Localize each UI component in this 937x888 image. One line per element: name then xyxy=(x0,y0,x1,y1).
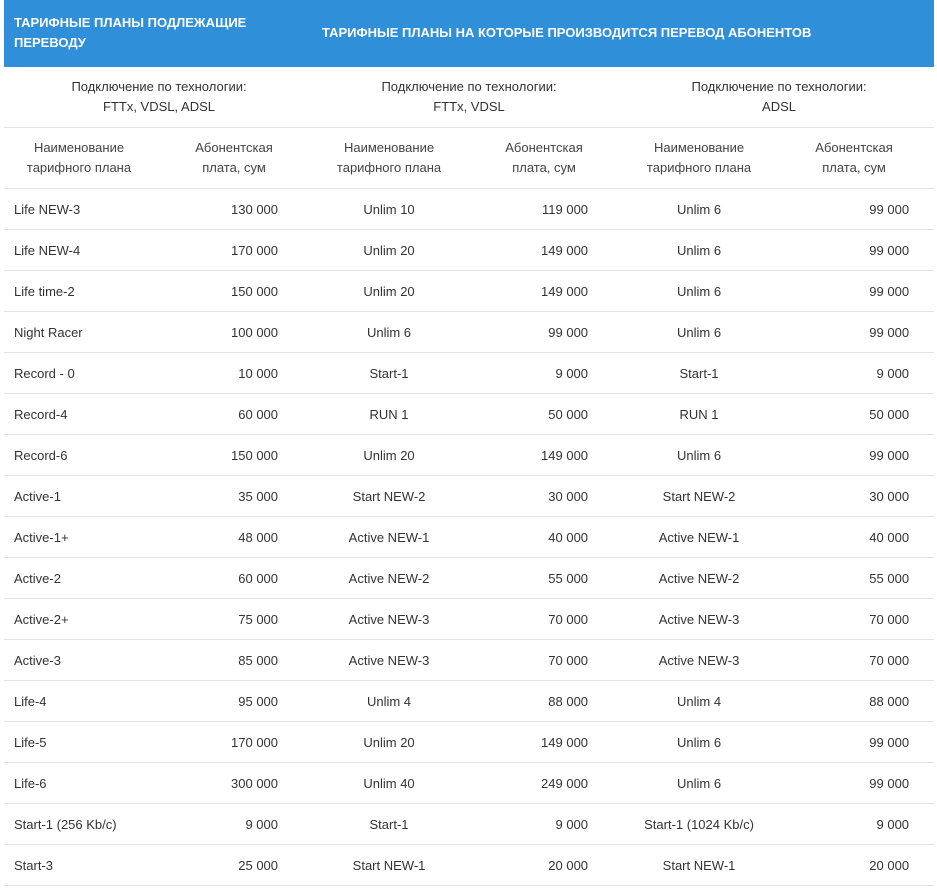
old-plan-name: Active-2 xyxy=(4,558,154,599)
new-plan-fee-adsl: 55 000 xyxy=(774,558,934,599)
technology-cell xyxy=(314,67,624,128)
technology-value: ADSL xyxy=(762,99,797,114)
table-row xyxy=(4,640,934,681)
old-plan-fee: 10 000 xyxy=(154,353,314,394)
old-plan-name: Night Racer xyxy=(4,312,154,353)
new-plan-fee-fttx: 40 000 xyxy=(464,517,624,558)
new-plan-name-adsl: Unlim 6 xyxy=(624,312,774,353)
new-plan-fee-fttx: 149 000 xyxy=(464,230,624,271)
table-row xyxy=(4,394,934,435)
table-row xyxy=(4,230,934,271)
new-plan-fee-adsl: 99 000 xyxy=(774,435,934,476)
old-plan-fee: 170 000 xyxy=(154,722,314,763)
new-plan-name-fttx: RUN 1 xyxy=(314,394,464,435)
new-plan-fee-fttx: 50 000 xyxy=(464,394,624,435)
target-plans-heading: ТАРИФНЫЕ ПЛАНЫ НА КОТОРЫЕ ПРОИЗВОДИТСЯ ПЕРЕВОД АБОНЕНТОВ xyxy=(322,25,812,40)
old-plan-name: Active-2+ xyxy=(4,599,154,640)
new-plan-fee-adsl: 99 000 xyxy=(774,722,934,763)
plan-name-header: Наименование тарифного плана xyxy=(4,128,154,189)
table-row xyxy=(4,558,934,599)
old-plan-fee: 130 000 xyxy=(154,189,314,230)
new-plan-fee-adsl: 40 000 xyxy=(774,517,934,558)
new-plan-name-fttx: Unlim 4 xyxy=(314,681,464,722)
new-plan-fee-fttx: 119 000 xyxy=(464,189,624,230)
new-plan-fee-fttx: 70 000 xyxy=(464,640,624,681)
technology-value: FTTx, VDSL xyxy=(433,99,505,114)
table-row xyxy=(4,804,934,845)
old-plan-name: Life-4 xyxy=(4,681,154,722)
technology-label: Подключение по технологии: xyxy=(71,79,247,94)
new-plan-fee-adsl: 20 000 xyxy=(774,845,934,886)
old-plan-name: Active-1+ xyxy=(4,517,154,558)
old-plan-fee: 9 000 xyxy=(154,804,314,845)
old-plan-name: Life time-2 xyxy=(4,271,154,312)
table-row xyxy=(4,517,934,558)
table-row xyxy=(4,353,934,394)
new-plan-name-fttx: Unlim 10 xyxy=(314,189,464,230)
new-plan-fee-fttx: 149 000 xyxy=(464,722,624,763)
new-plan-name-adsl: Active NEW-1 xyxy=(624,517,774,558)
new-plan-fee-fttx: 88 000 xyxy=(464,681,624,722)
plan-name-header: Наименование тарифного плана xyxy=(624,128,774,189)
new-plan-fee-fttx: 20 000 xyxy=(464,845,624,886)
table-row xyxy=(4,476,934,517)
old-plan-fee: 85 000 xyxy=(154,640,314,681)
new-plan-name-adsl: Unlim 6 xyxy=(624,189,774,230)
new-plan-name-adsl: Active NEW-3 xyxy=(624,640,774,681)
new-plan-fee-adsl: 70 000 xyxy=(774,640,934,681)
new-plan-name-fttx: Active NEW-3 xyxy=(314,640,464,681)
new-plan-fee-fttx: 9 000 xyxy=(464,353,624,394)
new-plan-name-adsl: Active NEW-3 xyxy=(624,599,774,640)
new-plan-name-fttx: Start NEW-2 xyxy=(314,476,464,517)
new-plan-fee-adsl: 50 000 xyxy=(774,394,934,435)
technology-label: Подключение по технологии: xyxy=(691,79,867,94)
table-row xyxy=(4,312,934,353)
table-row xyxy=(4,271,934,312)
new-plan-name-fttx: Unlim 20 xyxy=(314,271,464,312)
new-plan-name-fttx: Unlim 20 xyxy=(314,435,464,476)
table-row xyxy=(4,681,934,722)
new-plan-fee-adsl: 9 000 xyxy=(774,353,934,394)
new-plan-name-adsl: Unlim 6 xyxy=(624,230,774,271)
old-plan-name: Life-6 xyxy=(4,763,154,804)
old-plan-fee: 100 000 xyxy=(154,312,314,353)
column-header-row xyxy=(4,128,934,189)
new-plan-name-adsl: Start-1 (1024 Kb/c) xyxy=(624,804,774,845)
new-plan-fee-adsl: 99 000 xyxy=(774,312,934,353)
new-plan-name-fttx: Unlim 20 xyxy=(314,722,464,763)
table-header-bar xyxy=(4,0,934,67)
old-plan-name: Start-1 (256 Kb/c) xyxy=(4,804,154,845)
new-plan-name-fttx: Active NEW-2 xyxy=(314,558,464,599)
new-plan-name-fttx: Active NEW-1 xyxy=(314,517,464,558)
table-row xyxy=(4,722,934,763)
old-plan-name: Active-3 xyxy=(4,640,154,681)
new-plan-fee-adsl: 99 000 xyxy=(774,271,934,312)
new-plan-name-adsl: Start NEW-1 xyxy=(624,845,774,886)
new-plan-fee-adsl: 9 000 xyxy=(774,804,934,845)
new-plan-name-adsl: Active NEW-2 xyxy=(624,558,774,599)
new-plan-name-adsl: RUN 1 xyxy=(624,394,774,435)
new-plan-name-adsl: Unlim 6 xyxy=(624,435,774,476)
table-row xyxy=(4,845,934,886)
tariff-migration-table xyxy=(4,67,934,886)
monthly-fee-header: Абонентская плата, сум xyxy=(154,128,314,189)
new-plan-name-adsl: Unlim 6 xyxy=(624,763,774,804)
source-plans-heading: ТАРИФНЫЕ ПЛАНЫ ПОДЛЕЖАЩИЕ ПЕРЕВОДУ xyxy=(14,15,247,50)
new-plan-fee-adsl: 99 000 xyxy=(774,230,934,271)
new-plan-fee-adsl: 99 000 xyxy=(774,189,934,230)
technology-value: FTTx, VDSL, ADSL xyxy=(103,99,215,114)
new-plan-name-fttx: Start-1 xyxy=(314,353,464,394)
old-plan-fee: 48 000 xyxy=(154,517,314,558)
old-plan-fee: 35 000 xyxy=(154,476,314,517)
new-plan-fee-fttx: 249 000 xyxy=(464,763,624,804)
old-plan-name: Life-5 xyxy=(4,722,154,763)
new-plan-fee-fttx: 9 000 xyxy=(464,804,624,845)
new-plan-fee-adsl: 30 000 xyxy=(774,476,934,517)
old-plan-name: Life NEW-4 xyxy=(4,230,154,271)
table-row xyxy=(4,763,934,804)
new-plan-fee-fttx: 70 000 xyxy=(464,599,624,640)
new-plan-fee-fttx: 99 000 xyxy=(464,312,624,353)
table-row xyxy=(4,599,934,640)
technology-cell xyxy=(624,67,934,128)
new-plan-fee-adsl: 88 000 xyxy=(774,681,934,722)
technology-row xyxy=(4,67,934,128)
old-plan-fee: 25 000 xyxy=(154,845,314,886)
old-plan-fee: 75 000 xyxy=(154,599,314,640)
old-plan-fee: 60 000 xyxy=(154,394,314,435)
technology-label: Подключение по технологии: xyxy=(381,79,557,94)
old-plan-name: Record - 0 xyxy=(4,353,154,394)
monthly-fee-header: Абонентская плата, сум xyxy=(464,128,624,189)
table-row xyxy=(4,189,934,230)
old-plan-name: Record-6 xyxy=(4,435,154,476)
old-plan-name: Record-4 xyxy=(4,394,154,435)
old-plan-name: Start-3 xyxy=(4,845,154,886)
new-plan-name-fttx: Unlim 20 xyxy=(314,230,464,271)
new-plan-fee-fttx: 55 000 xyxy=(464,558,624,599)
new-plan-name-fttx: Active NEW-3 xyxy=(314,599,464,640)
technology-cell xyxy=(4,67,314,128)
new-plan-name-adsl: Start NEW-2 xyxy=(624,476,774,517)
old-plan-fee: 150 000 xyxy=(154,435,314,476)
new-plan-name-fttx: Unlim 6 xyxy=(314,312,464,353)
new-plan-name-fttx: Start NEW-1 xyxy=(314,845,464,886)
plan-name-header: Наименование тарифного плана xyxy=(314,128,464,189)
new-plan-name-adsl: Unlim 6 xyxy=(624,271,774,312)
old-plan-fee: 60 000 xyxy=(154,558,314,599)
old-plan-fee: 300 000 xyxy=(154,763,314,804)
new-plan-fee-fttx: 149 000 xyxy=(464,271,624,312)
new-plan-name-adsl: Unlim 4 xyxy=(624,681,774,722)
old-plan-fee: 170 000 xyxy=(154,230,314,271)
table-row xyxy=(4,435,934,476)
new-plan-fee-fttx: 30 000 xyxy=(464,476,624,517)
new-plan-name-fttx: Unlim 40 xyxy=(314,763,464,804)
old-plan-name: Life NEW-3 xyxy=(4,189,154,230)
old-plan-name: Active-1 xyxy=(4,476,154,517)
new-plan-fee-adsl: 99 000 xyxy=(774,763,934,804)
new-plan-name-fttx: Start-1 xyxy=(314,804,464,845)
old-plan-fee: 95 000 xyxy=(154,681,314,722)
new-plan-name-adsl: Unlim 6 xyxy=(624,722,774,763)
new-plan-name-adsl: Start-1 xyxy=(624,353,774,394)
new-plan-fee-fttx: 149 000 xyxy=(464,435,624,476)
old-plan-fee: 150 000 xyxy=(154,271,314,312)
new-plan-fee-adsl: 70 000 xyxy=(774,599,934,640)
monthly-fee-header: Абонентская плата, сум xyxy=(774,128,934,189)
